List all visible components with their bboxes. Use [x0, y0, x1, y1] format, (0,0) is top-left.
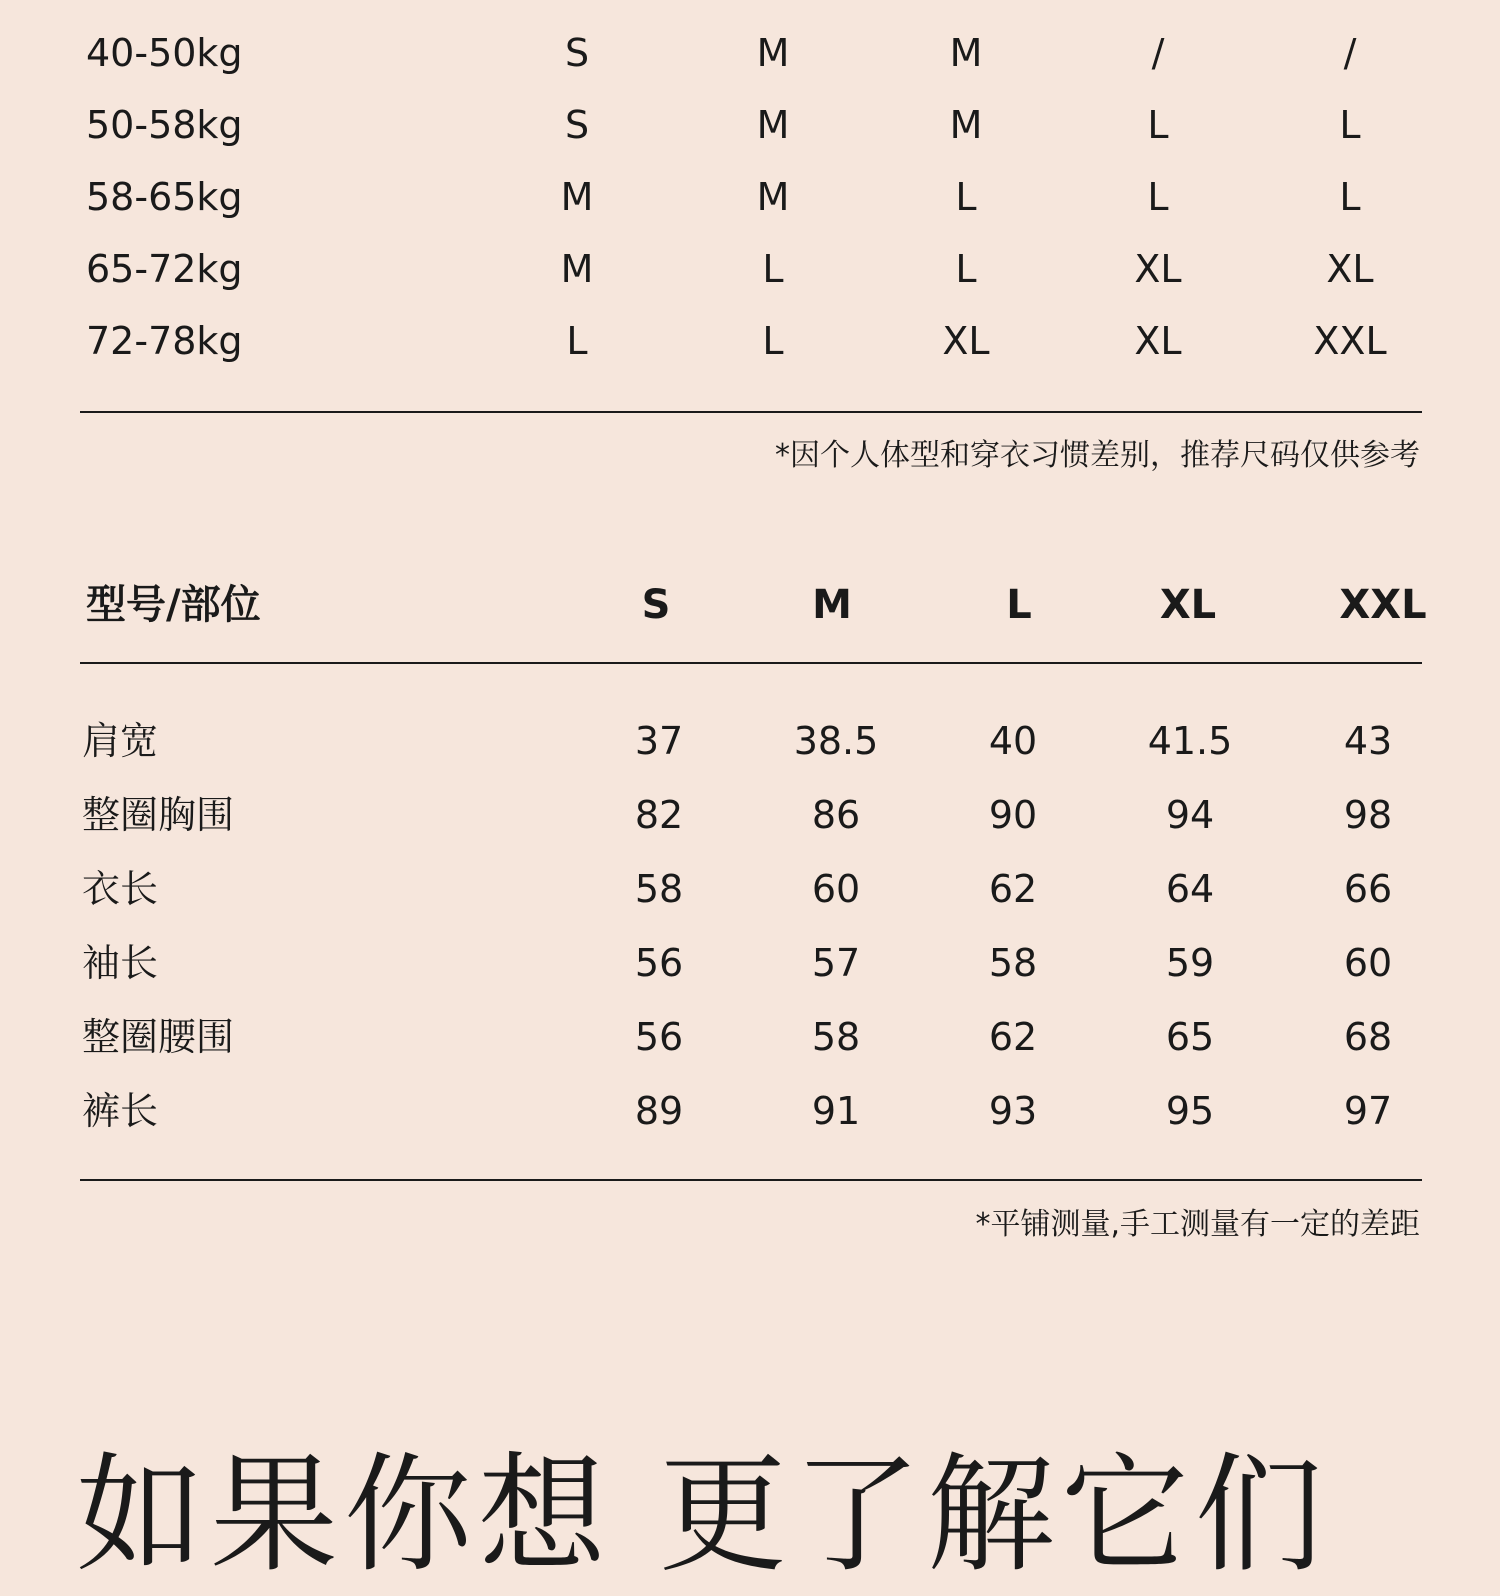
divider [80, 1179, 1422, 1181]
size-cell: S [564, 103, 590, 147]
value-cell: 90 [988, 793, 1038, 837]
part-label: 肩宽 [82, 719, 159, 763]
value-cell: 56 [634, 1015, 684, 1059]
table-row [0, 853, 1500, 925]
value-cell: 91 [811, 1089, 861, 1133]
header-size: L [1006, 582, 1032, 628]
value-cell: 94 [1165, 793, 1215, 837]
size-cell: XXL [1313, 319, 1387, 363]
part-label: 整圈胸围 [82, 793, 235, 837]
size-cell: M [949, 103, 983, 147]
value-cell: 57 [811, 941, 861, 985]
size-cell: S [564, 31, 590, 75]
size-cell: M [756, 103, 790, 147]
size-cell: L [1147, 175, 1169, 219]
part-label: 袖长 [82, 941, 159, 985]
header-size: XXL [1339, 582, 1427, 628]
size-cell: L [1339, 103, 1361, 147]
size-cell: / [1151, 31, 1165, 75]
measure-header [0, 570, 1500, 640]
value-cell: 68 [1343, 1015, 1393, 1059]
table-row [0, 1075, 1500, 1147]
section-headline: 如果你想 更了解它们 [76, 1441, 1329, 1590]
header-size: S [641, 582, 671, 628]
value-cell: 59 [1165, 941, 1215, 985]
table-row [0, 233, 1500, 305]
size-cell: M [949, 31, 983, 75]
size-cell: XL [1134, 319, 1182, 363]
weight-label: 72-78kg [86, 319, 243, 363]
weight-label: 58-65kg [86, 175, 243, 219]
size-cell: L [762, 319, 784, 363]
value-cell: 97 [1343, 1089, 1393, 1133]
size-cell: L [566, 319, 588, 363]
size-cell: L [762, 247, 784, 291]
size-cell: XL [942, 319, 990, 363]
weight-label: 65-72kg [86, 247, 243, 291]
part-label: 整圈腰围 [82, 1015, 235, 1059]
table-row [0, 161, 1500, 233]
header-size: M [812, 582, 852, 628]
size-cell: L [955, 175, 977, 219]
value-cell: 37 [634, 719, 684, 763]
value-cell: 93 [988, 1089, 1038, 1133]
table-row [0, 779, 1500, 851]
value-cell: 43 [1343, 719, 1393, 763]
value-cell: 58 [634, 867, 684, 911]
value-cell: 58 [988, 941, 1038, 985]
table-row [0, 89, 1500, 161]
size-cell: L [955, 247, 977, 291]
value-cell: 65 [1165, 1015, 1215, 1059]
size-cell: M [560, 175, 594, 219]
table-row [0, 17, 1500, 89]
value-cell: 56 [634, 941, 684, 985]
size-cell: / [1343, 31, 1357, 75]
value-cell: 62 [988, 867, 1038, 911]
value-cell: 66 [1343, 867, 1393, 911]
table-row [0, 705, 1500, 777]
size-cell: XL [1326, 247, 1374, 291]
value-cell: 41.5 [1147, 719, 1233, 763]
size-cell: M [756, 175, 790, 219]
value-cell: 86 [811, 793, 861, 837]
part-label: 裤长 [82, 1089, 159, 1133]
table-row [0, 927, 1500, 999]
weight-label: 50-58kg [86, 103, 243, 147]
value-cell: 82 [634, 793, 684, 837]
value-cell: 95 [1165, 1089, 1215, 1133]
recommend-note: *因个人体型和穿衣习惯差别，推荐尺码仅供参考 [775, 438, 1420, 473]
divider [80, 662, 1422, 664]
value-cell: 60 [1343, 941, 1393, 985]
size-cell: XL [1134, 247, 1182, 291]
value-cell: 40 [988, 719, 1038, 763]
size-cell: L [1339, 175, 1361, 219]
value-cell: 62 [988, 1015, 1038, 1059]
table-row [0, 1001, 1500, 1073]
size-cell: M [756, 31, 790, 75]
value-cell: 89 [634, 1089, 684, 1133]
measure-note: *平铺测量,手工测量有一定的差距 [975, 1207, 1420, 1242]
weight-label: 40-50kg [86, 31, 243, 75]
divider [80, 411, 1422, 413]
part-label: 衣长 [82, 867, 159, 911]
table-row [0, 305, 1500, 377]
value-cell: 60 [811, 867, 861, 911]
size-cell: M [560, 247, 594, 291]
value-cell: 58 [811, 1015, 861, 1059]
header-label: 型号/部位 [86, 582, 261, 628]
size-cell: L [1147, 103, 1169, 147]
value-cell: 38.5 [793, 719, 879, 763]
header-size: XL [1159, 582, 1217, 628]
value-cell: 98 [1343, 793, 1393, 837]
value-cell: 64 [1165, 867, 1215, 911]
